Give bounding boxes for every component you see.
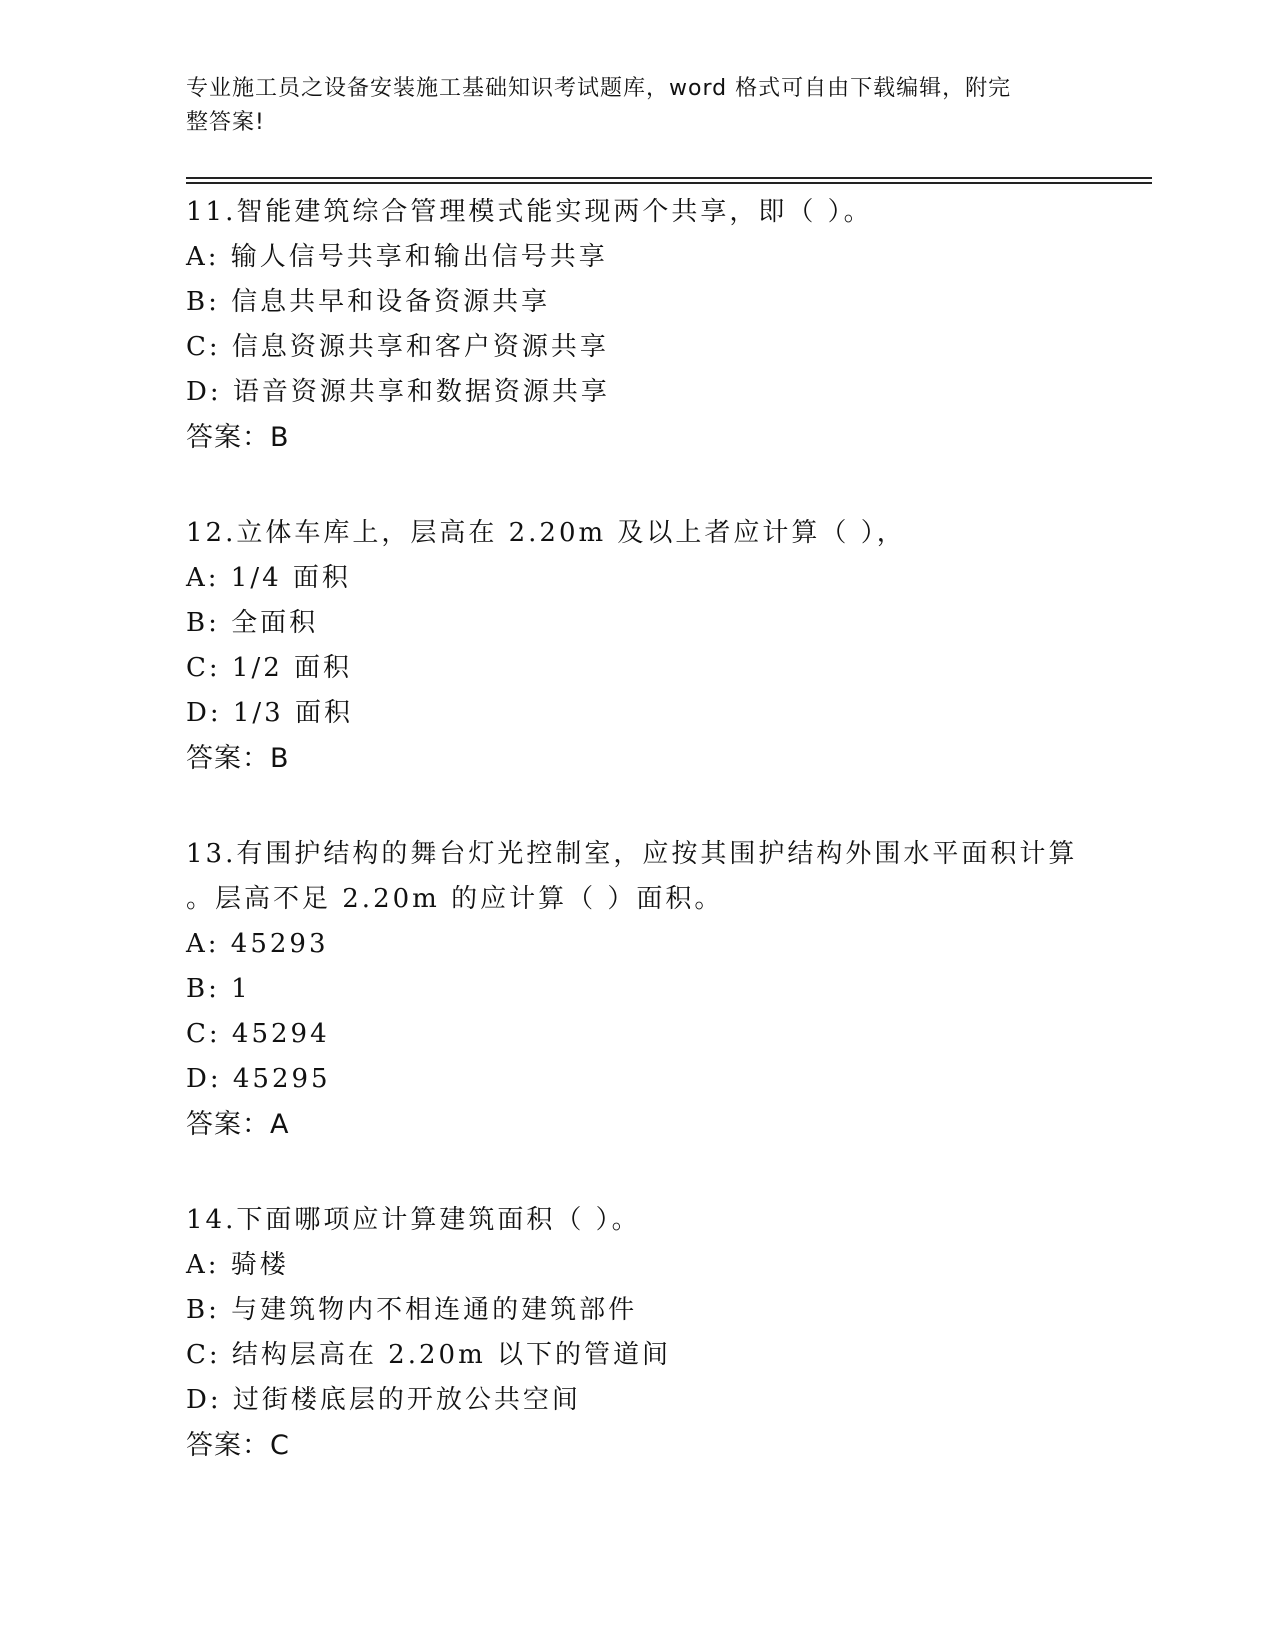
option-b: B: 与建筑物内不相连通的建筑部件 — [186, 1295, 638, 1325]
question-list — [186, 190, 1086, 1519]
option-b: B: 1 — [186, 974, 251, 1004]
answer-line: 答案：B — [186, 743, 290, 774]
option-a: A: 输人信号共享和输出信号共享 — [186, 242, 608, 272]
question-stem: 14.下面哪项应计算建筑面积（ ）。 — [186, 1205, 641, 1235]
question-stem: 12.立体车库上，层高在 2.20m 及以上者应计算（ ）， — [186, 518, 906, 548]
answer-line: 答案：C — [186, 1430, 290, 1461]
document-header — [186, 72, 1076, 140]
option-a: A: 45293 — [186, 929, 329, 959]
option-a: A: 1/4 面积 — [186, 563, 351, 593]
question-stem-line-1: 13.有围护结构的舞台灯光控制室，应按其围护结构外围水平面积计算 — [186, 839, 1078, 869]
answer-line: 答案：B — [186, 422, 290, 453]
header-divider-top — [186, 177, 1152, 179]
question-12 — [186, 511, 1086, 781]
option-d: D: 1/3 面积 — [186, 698, 353, 728]
header-line-1: 专业施工员之设备安装施工基础知识考试题库，word 格式可自由下载编辑，附完 — [186, 76, 1012, 101]
option-b: B: 全面积 — [186, 608, 319, 638]
header-divider-bottom — [186, 182, 1152, 184]
option-c: C: 45294 — [186, 1019, 330, 1049]
question-stem-line-2: 。层高不足 2.20m 的应计算（ ）面积。 — [186, 884, 724, 914]
question-13 — [186, 832, 1086, 1147]
option-c: C: 1/2 面积 — [186, 653, 353, 683]
question-11 — [186, 190, 1086, 460]
question-14 — [186, 1198, 1086, 1468]
header-line-2: 整答案! — [186, 110, 265, 135]
option-d: D: 过街楼底层的开放公共空间 — [186, 1385, 581, 1415]
answer-line: 答案：A — [186, 1109, 290, 1140]
question-stem: 11.智能建筑综合管理模式能实现两个共享，即（ ）。 — [186, 197, 873, 227]
option-c: C: 结构层高在 2.20m 以下的管道间 — [186, 1340, 671, 1370]
option-a: A: 骑楼 — [186, 1250, 289, 1280]
option-c: C: 信息资源共享和客户资源共享 — [186, 332, 609, 362]
option-b: B: 信息共早和设备资源共享 — [186, 287, 551, 317]
option-d: D: 语音资源共享和数据资源共享 — [186, 377, 610, 407]
option-d: D: 45295 — [186, 1064, 331, 1094]
